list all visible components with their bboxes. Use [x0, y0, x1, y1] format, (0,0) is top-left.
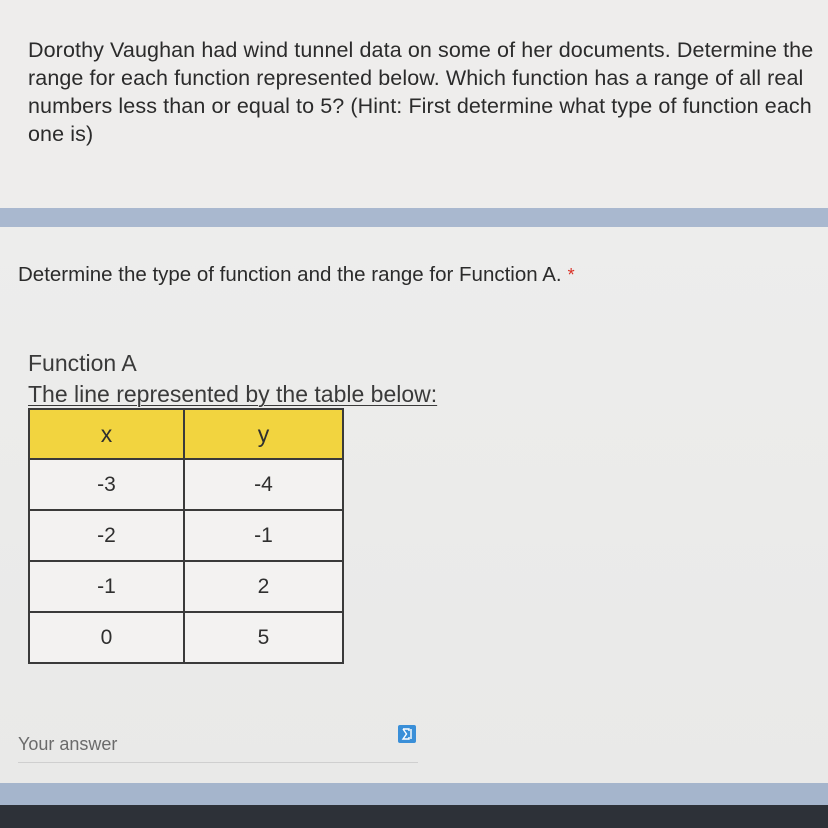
sigma-icon — [401, 728, 413, 740]
table-row — [29, 561, 343, 612]
function-name: Function A — [28, 350, 137, 376]
table-row — [29, 459, 343, 510]
section-divider-bottom — [0, 783, 828, 805]
table-cell-y: 2 — [184, 561, 343, 612]
table-cell-x: -1 — [29, 561, 184, 612]
form-description-card — [0, 0, 828, 208]
required-indicator: * — [567, 265, 575, 285]
table-cell-x: -3 — [29, 459, 184, 510]
question-title-text: Determine the type of function and the range for Function A. — [18, 263, 562, 286]
table-cell-y: -4 — [184, 459, 343, 510]
answer-input[interactable]: Your answer — [18, 734, 118, 754]
question-title — [18, 262, 575, 288]
table-header-y: y — [184, 409, 343, 459]
function-table — [28, 408, 344, 664]
table-header-x: x — [29, 409, 184, 459]
function-description: The line represented by the table below: — [28, 381, 438, 407]
table-cell-x: -2 — [29, 510, 184, 561]
table-cell-y: -1 — [184, 510, 343, 561]
table-cell-x: 0 — [29, 612, 184, 663]
table-row — [29, 510, 343, 561]
answer-underline — [18, 762, 418, 763]
screen-bottom-edge — [0, 805, 828, 828]
table-cell-y: 5 — [184, 612, 343, 663]
form-description: Dorothy Vaughan had wind tunnel data on some of her documents. Determine the range for each function represented below. Which function has a range of all real numbers less than or equal to 5? (Hint: First determine what type of function each one is) — [28, 38, 814, 146]
insert-equation-icon[interactable] — [398, 725, 416, 743]
table-header-row — [29, 409, 343, 459]
section-divider — [0, 208, 828, 227]
table-row — [29, 612, 343, 663]
